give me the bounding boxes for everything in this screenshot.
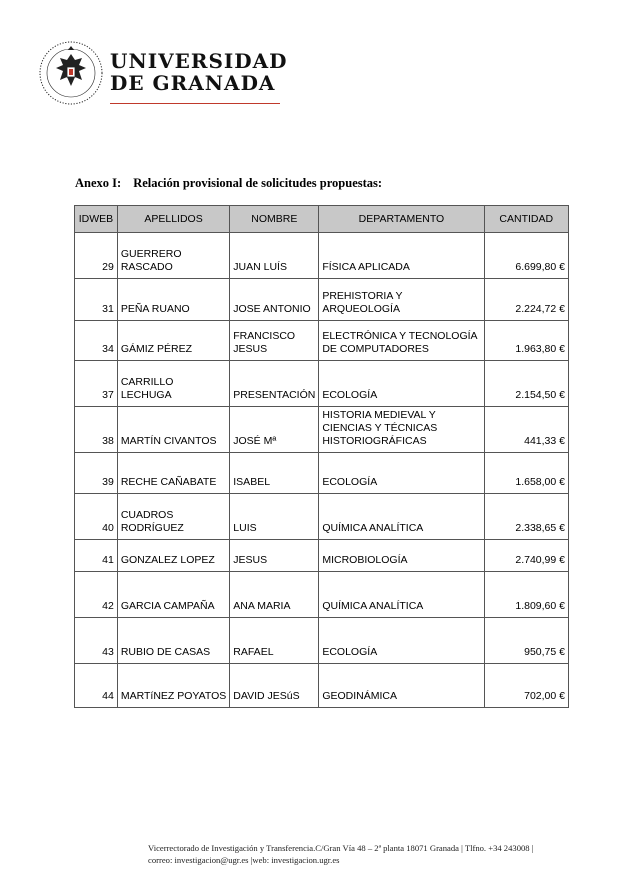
- cell-cantidad: 2.224,72 €: [484, 279, 568, 321]
- cell-idweb: 44: [75, 664, 118, 708]
- table-row: [75, 618, 569, 664]
- cell-departamento: PREHISTORIA Y ARQUEOLOGÍA: [319, 279, 484, 321]
- cell-apellidos: RUBIO DE CASAS: [117, 618, 229, 664]
- cell-nombre: RAFAEL: [230, 618, 319, 664]
- university-name: [110, 50, 287, 94]
- annex-heading: [75, 176, 382, 191]
- cell-departamento: ECOLOGÍA: [319, 453, 484, 494]
- cell-cantidad: 1.658,00 €: [484, 453, 568, 494]
- footer-address: Vicerrectorado de Investigación y Transferencia.C/Gran Vía 48 – 2ª planta 18071 Granada | Tlfno. +34 243008 |: [148, 843, 534, 853]
- cell-apellidos: PEÑA RUANO: [117, 279, 229, 321]
- cell-idweb: 37: [75, 361, 118, 407]
- cell-cantidad: 1.809,60 €: [484, 572, 568, 618]
- brand-divider: [110, 103, 280, 104]
- cell-idweb: 40: [75, 494, 118, 540]
- cell-nombre: JOSE ANTONIO: [230, 279, 319, 321]
- cell-idweb: 31: [75, 279, 118, 321]
- cell-idweb: 39: [75, 453, 118, 494]
- page-footer: [148, 842, 548, 866]
- cell-departamento: ECOLOGÍA: [319, 618, 484, 664]
- cell-nombre: ANA MARIA: [230, 572, 319, 618]
- cell-nombre: PRESENTACIÓN: [230, 361, 319, 407]
- cell-idweb: 43: [75, 618, 118, 664]
- cell-departamento: FÍSICA APLICADA: [319, 233, 484, 279]
- cell-idweb: 29: [75, 233, 118, 279]
- table-row: [75, 321, 569, 361]
- col-departamento: DEPARTAMENTO: [319, 206, 484, 233]
- cell-apellidos: CUADROS RODRÍGUEZ: [117, 494, 229, 540]
- cell-departamento: ELECTRÓNICA Y TECNOLOGÍA DE COMPUTADORES: [319, 321, 484, 361]
- table-row: [75, 453, 569, 494]
- cell-departamento: QUÍMICA ANALÍTICA: [319, 494, 484, 540]
- cell-apellidos: GUERRERO RASCADO: [117, 233, 229, 279]
- cell-cantidad: 702,00 €: [484, 664, 568, 708]
- cell-apellidos: CARRILLO LECHUGA: [117, 361, 229, 407]
- col-idweb: IDWEB: [75, 206, 118, 233]
- annex-title: Relación provisional de solicitudes propuestas:: [133, 176, 383, 190]
- cell-apellidos: GARCIA CAMPAÑA: [117, 572, 229, 618]
- col-cantidad: CANTIDAD: [484, 206, 568, 233]
- cell-nombre: DAVID JESúS: [230, 664, 319, 708]
- cell-nombre: FRANCISCO JESUS: [230, 321, 319, 361]
- university-logo: [38, 40, 288, 110]
- cell-cantidad: 2.154,50 €: [484, 361, 568, 407]
- cell-cantidad: 950,75 €: [484, 618, 568, 664]
- cell-cantidad: 2.740,99 €: [484, 540, 568, 572]
- table-row: [75, 664, 569, 708]
- table-row: [75, 279, 569, 321]
- cell-idweb: 38: [75, 407, 118, 453]
- col-nombre: NOMBRE: [230, 206, 319, 233]
- cell-idweb: 41: [75, 540, 118, 572]
- cell-apellidos: MARTÍN CIVANTOS: [117, 407, 229, 453]
- annex-label: Anexo I:: [75, 176, 122, 190]
- cell-cantidad: 441,33 €: [484, 407, 568, 453]
- table-row: [75, 540, 569, 572]
- cell-cantidad: 6.699,80 €: [484, 233, 568, 279]
- cell-departamento: QUÍMICA ANALÍTICA: [319, 572, 484, 618]
- cell-nombre: LUIS: [230, 494, 319, 540]
- cell-departamento: MICROBIOLOGÍA: [319, 540, 484, 572]
- cell-idweb: 34: [75, 321, 118, 361]
- cell-nombre: JESUS: [230, 540, 319, 572]
- university-name-line1: UNIVERSIDAD: [110, 49, 288, 73]
- cell-cantidad: 1.963,80 €: [484, 321, 568, 361]
- cell-departamento: GEODINÁMICA: [319, 664, 484, 708]
- cell-idweb: 42: [75, 572, 118, 618]
- table-row: [75, 572, 569, 618]
- table-row: [75, 233, 569, 279]
- cell-departamento: HISTORIA MEDIEVAL Y CIENCIAS Y TÉCNICAS HISTORIOGRÁFICAS: [319, 407, 484, 453]
- cell-nombre: JUAN LUÍS: [230, 233, 319, 279]
- table-row: [75, 361, 569, 407]
- applications-table: [74, 205, 569, 708]
- table-row: [75, 494, 569, 540]
- cell-apellidos: GONZALEZ LOPEZ: [117, 540, 229, 572]
- cell-apellidos: RECHE CAÑABATE: [117, 453, 229, 494]
- university-seal-icon: [38, 40, 104, 106]
- cell-apellidos: MARTíNEZ POYATOS: [117, 664, 229, 708]
- cell-departamento: ECOLOGÍA: [319, 361, 484, 407]
- footer-contact: correo: investigacion@ugr.es |web: investigacion.ugr.es: [148, 855, 340, 865]
- university-name-line2: DE GRANADA: [110, 71, 276, 95]
- cell-nombre: ISABEL: [230, 453, 319, 494]
- cell-apellidos: GÁMIZ PÉREZ: [117, 321, 229, 361]
- cell-nombre: JOSÉ Mª: [230, 407, 319, 453]
- cell-cantidad: 2.338,65 €: [484, 494, 568, 540]
- col-apellidos: APELLIDOS: [117, 206, 229, 233]
- table-row: [75, 407, 569, 453]
- table-header-row: [75, 206, 569, 233]
